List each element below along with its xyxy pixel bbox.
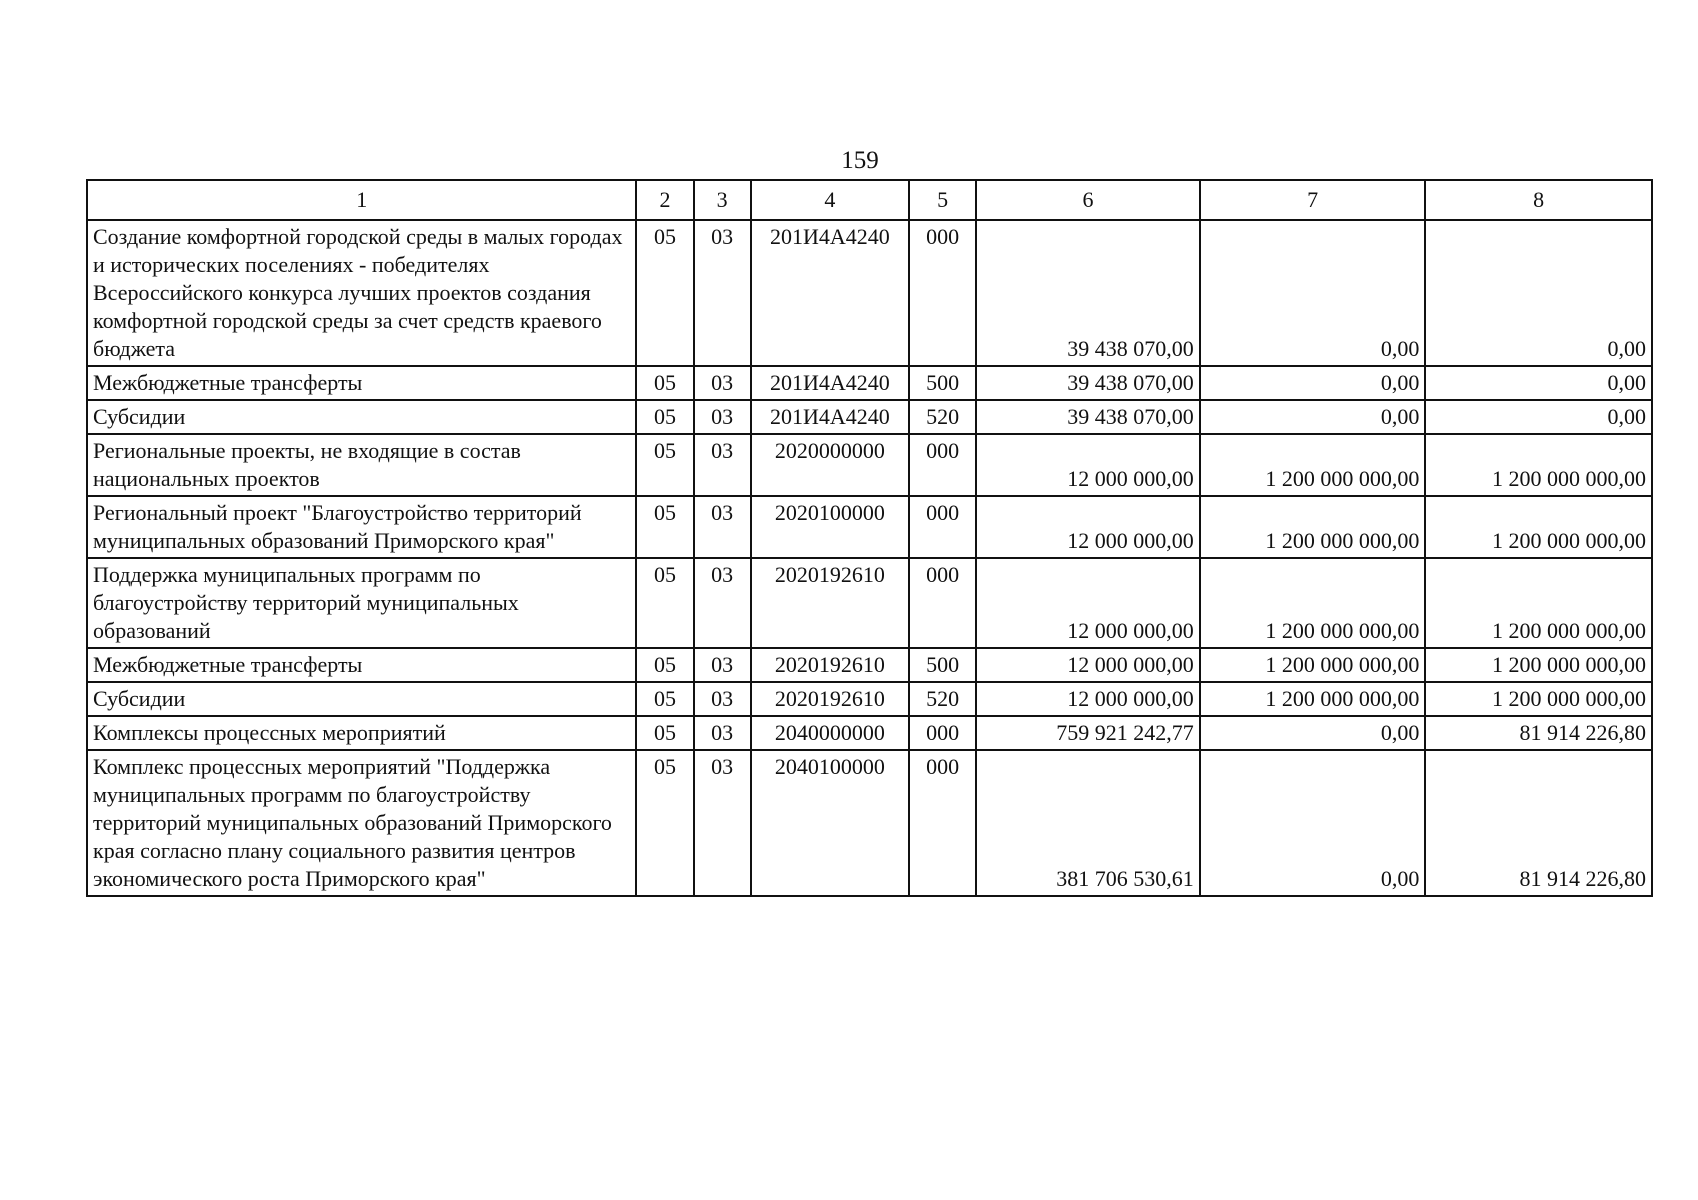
page-number: 159: [841, 147, 879, 174]
table-row: [87, 400, 1652, 434]
amount-col6: 12 000 000,00: [976, 648, 1200, 682]
target-article-code: 2020192610: [751, 558, 909, 648]
expense-type-code: 520: [909, 682, 976, 716]
row-name: Комплексы процессных мероприятий: [87, 716, 636, 750]
table-row: [87, 682, 1652, 716]
amount-col7: 0,00: [1200, 366, 1426, 400]
column-header: 2: [636, 180, 693, 220]
amount-col7: 1 200 000 000,00: [1200, 434, 1426, 496]
row-name: Межбюджетные трансферты: [87, 648, 636, 682]
row-name: Региональный проект "Благоустройство территорий муниципальных образований Приморского края": [87, 496, 636, 558]
amount-col8: 1 200 000 000,00: [1425, 558, 1652, 648]
column-header: 5: [909, 180, 976, 220]
subsection-code: 03: [694, 220, 751, 366]
section-code: 05: [636, 434, 693, 496]
amount-col8: 81 914 226,80: [1425, 750, 1652, 896]
expense-type-code: 000: [909, 716, 976, 750]
table-row: [87, 750, 1652, 896]
table-row: [87, 558, 1652, 648]
amount-col8: 81 914 226,80: [1425, 716, 1652, 750]
subsection-code: 03: [694, 716, 751, 750]
expense-type-code: 520: [909, 400, 976, 434]
amount-col7: 0,00: [1200, 750, 1426, 896]
expense-type-code: 000: [909, 558, 976, 648]
row-name: Субсидии: [87, 682, 636, 716]
table-row: [87, 220, 1652, 366]
amount-col6: 381 706 530,61: [976, 750, 1200, 896]
subsection-code: 03: [694, 648, 751, 682]
row-name: Межбюджетные трансферты: [87, 366, 636, 400]
amount-col6: 12 000 000,00: [976, 434, 1200, 496]
target-article-code: 2020100000: [751, 496, 909, 558]
section-code: 05: [636, 682, 693, 716]
expense-type-code: 000: [909, 496, 976, 558]
column-header: 4: [751, 180, 909, 220]
amount-col6: 12 000 000,00: [976, 558, 1200, 648]
target-article-code: 2020192610: [751, 648, 909, 682]
row-name: Субсидии: [87, 400, 636, 434]
amount-col8: 0,00: [1425, 220, 1652, 366]
section-code: 05: [636, 648, 693, 682]
section-code: 05: [636, 400, 693, 434]
table-row: [87, 366, 1652, 400]
row-name: Создание комфортной городской среды в малых городах и исторических поселениях - победителях Всероссийского конкурса лучших проектов создания комфортной городской среды за счет средств краевого бюджета: [87, 220, 636, 366]
amount-col7: 1 200 000 000,00: [1200, 648, 1426, 682]
subsection-code: 03: [694, 750, 751, 896]
amount-col6: 12 000 000,00: [976, 496, 1200, 558]
target-article-code: 2020000000: [751, 434, 909, 496]
header-row: [87, 180, 1652, 220]
amount-col8: 1 200 000 000,00: [1425, 434, 1652, 496]
target-article-code: 201И4А4240: [751, 400, 909, 434]
section-code: 05: [636, 750, 693, 896]
target-article-code: 201И4А4240: [751, 220, 909, 366]
amount-col7: 0,00: [1200, 400, 1426, 434]
column-header: 6: [976, 180, 1200, 220]
section-code: 05: [636, 716, 693, 750]
table-row: [87, 648, 1652, 682]
table-row: [87, 434, 1652, 496]
amount-col7: 0,00: [1200, 220, 1426, 366]
budget-table: [86, 179, 1653, 897]
amount-col7: 1 200 000 000,00: [1200, 682, 1426, 716]
amount-col8: 0,00: [1425, 366, 1652, 400]
row-name: Комплекс процессных мероприятий "Поддержка муниципальных программ по благоустройству территорий муниципальных образований Приморского края согласно плану социального развития центров экономического роста Приморского края": [87, 750, 636, 896]
column-header: 3: [694, 180, 751, 220]
amount-col7: 1 200 000 000,00: [1200, 558, 1426, 648]
target-article-code: 2040100000: [751, 750, 909, 896]
expense-type-code: 000: [909, 220, 976, 366]
section-code: 05: [636, 558, 693, 648]
target-article-code: 2040000000: [751, 716, 909, 750]
expense-type-code: 500: [909, 648, 976, 682]
amount-col7: 0,00: [1200, 716, 1426, 750]
subsection-code: 03: [694, 682, 751, 716]
column-header: 7: [1200, 180, 1426, 220]
amount-col8: 1 200 000 000,00: [1425, 496, 1652, 558]
subsection-code: 03: [694, 434, 751, 496]
subsection-code: 03: [694, 558, 751, 648]
section-code: 05: [636, 366, 693, 400]
subsection-code: 03: [694, 400, 751, 434]
section-code: 05: [636, 496, 693, 558]
amount-col8: 0,00: [1425, 400, 1652, 434]
amount-col7: 1 200 000 000,00: [1200, 496, 1426, 558]
table-row: [87, 496, 1652, 558]
target-article-code: 201И4А4240: [751, 366, 909, 400]
subsection-code: 03: [694, 496, 751, 558]
amount-col6: 39 438 070,00: [976, 220, 1200, 366]
subsection-code: 03: [694, 366, 751, 400]
amount-col6: 39 438 070,00: [976, 366, 1200, 400]
amount-col6: 39 438 070,00: [976, 400, 1200, 434]
expense-type-code: 000: [909, 434, 976, 496]
amount-col8: 1 200 000 000,00: [1425, 648, 1652, 682]
expense-type-code: 500: [909, 366, 976, 400]
column-header: 8: [1425, 180, 1652, 220]
expense-type-code: 000: [909, 750, 976, 896]
amount-col6: 12 000 000,00: [976, 682, 1200, 716]
column-header: 1: [87, 180, 636, 220]
amount-col6: 759 921 242,77: [976, 716, 1200, 750]
table-row: [87, 716, 1652, 750]
row-name: Поддержка муниципальных программ по благоустройству территорий муниципальных образований: [87, 558, 636, 648]
amount-col8: 1 200 000 000,00: [1425, 682, 1652, 716]
section-code: 05: [636, 220, 693, 366]
target-article-code: 2020192610: [751, 682, 909, 716]
row-name: Региональные проекты, не входящие в состав национальных проектов: [87, 434, 636, 496]
